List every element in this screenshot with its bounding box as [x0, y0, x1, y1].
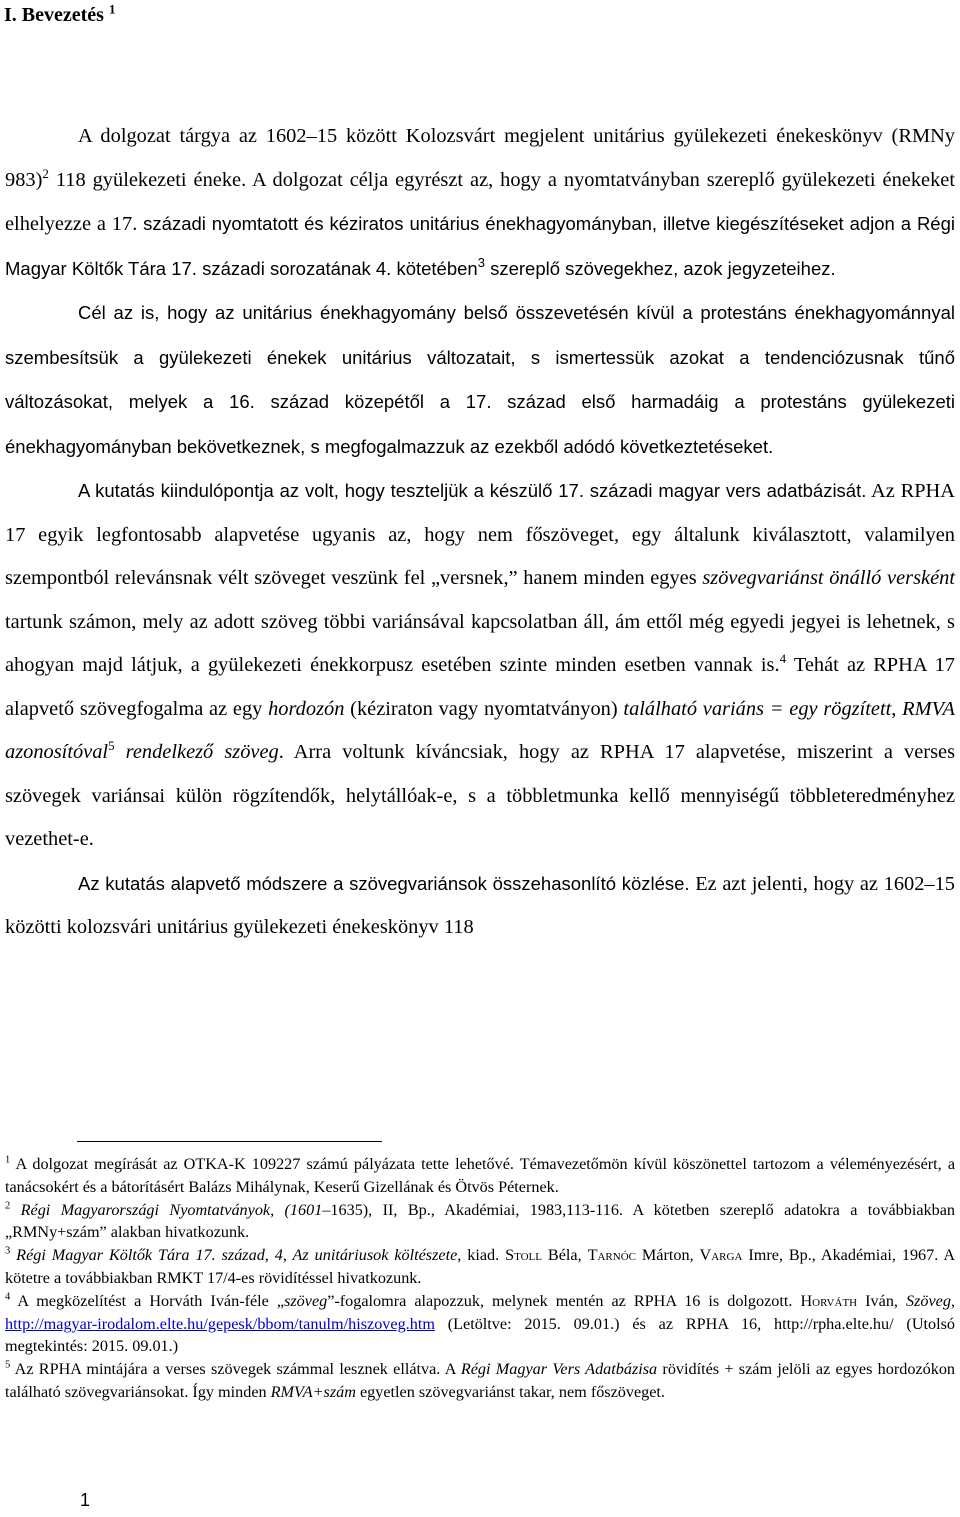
- author-surname: Horváth: [800, 1291, 858, 1310]
- body-text: [5, 115, 955, 950]
- footnotes: [5, 1153, 955, 1404]
- footnote-text: egyetlen szövegvariánst takar, nem főszöveget.: [355, 1382, 665, 1401]
- footnote-text: A megközelítést a Horváth Iván-féle „: [10, 1291, 285, 1310]
- paragraph-1: [5, 115, 955, 291]
- paragraph-2: [5, 291, 955, 469]
- footnote-text: Béla,: [542, 1246, 588, 1265]
- footnote-italic: RMVA+szám: [270, 1382, 356, 1401]
- footnote-text: rövidítés + szám jelöli az egyes hordozókon található szövegvariánsokat. Így minden: [5, 1360, 956, 1401]
- text-run: Az RPHA 17 egyik legfontosabb alapvetése ugyanis az, hogy nem főszöveget, egy általunk kiválasztott, valamilyen szempontból relevánsnak vélt szöveget veszünk fel „versnek,” hanem minden egyes: [5, 480, 955, 589]
- footnote-3: [5, 1244, 955, 1290]
- footnote-text: Márton,: [635, 1246, 700, 1265]
- text-run: Tehát az RPHA 17 alapvető szövegfogalma az egy: [5, 654, 955, 720]
- footnote-number: 5: [5, 1359, 11, 1371]
- footnote-text: Az RPHA mintájára a verses szövegek számmal lesznek ellátva. A: [10, 1360, 461, 1379]
- text-run-sans: századi nyomtatott és kéziratos unitárius énekhagyományban, illetve kiegészítéseket adjon a Régi Magyar Költők Tára 17. századi sorozatának 4. kötetében: [5, 213, 955, 279]
- text-run: (kéziraton vagy nyomtatványon): [344, 697, 624, 720]
- text-run-italic: szövegvariánst önálló versként: [702, 567, 955, 589]
- text-run-sans: Cél az is, hogy az unitárius énekhagyomány belső összevetésén kívül a protestáns énekhagyománnyal szembesítsük a gyülekezeti énekek unitárius változatait, s ismertessük azokat a tendenciózusnak tűnő változásokat, melyek a 16. század közepétől a 17. század első harmadáig a protestáns gyülekezeti énekhagyományban bekövetkeznek, s megfogalmazzuk az ezekből adódó következtetéseket.: [5, 302, 955, 457]
- author-surname: Tarnóc: [587, 1246, 636, 1265]
- text-run: tartunk számon, mely az adott szöveg többi variánsával kapcsolatban áll, ám ettől még egyedi jegyei is lehetnek, s ahogyan majd látjuk, a gyülekezeti énekkorpusz esetében szinte minden esetben vannak is.: [5, 610, 955, 676]
- footnote-italic: Régi Magyarországi Nyomtatványok, (1601: [10, 1200, 323, 1219]
- footnote-italic: Régi Magyar Költők Tára 17. század, 4, Az unitáriusok költészete: [10, 1246, 458, 1265]
- text-run: . Arra voltunk kíváncsiak, hogy az RPHA 17 alapvetése, miszerint a verses szövegek variánsai külön rögzítendők, helytállóak-e, s a többletmunka kellő mennyiségű többleteredményhez vezethet-e.: [5, 741, 956, 850]
- paragraph-4: [5, 862, 955, 950]
- footnote-text: (Letöltve: 2015. 09.01.) és az RPHA 16, http://rpha.elte.hu/ (Utolsó megtekintés: 2015. 09.01.): [5, 1314, 955, 1356]
- footnote-italic: Régi Magyar Vers Adatbázisa: [460, 1360, 658, 1379]
- footnote-number: 2: [5, 1200, 11, 1212]
- text-run-italic: hordozón: [268, 697, 345, 720]
- footnote-ref-1[interactable]: 1: [108, 1, 116, 17]
- footnote-2: [5, 1199, 955, 1245]
- footnote-5: [5, 1358, 955, 1404]
- chapter-title: I. Bevezetés: [4, 4, 104, 26]
- footnote-number: 1: [5, 1154, 11, 1166]
- footnote-number: 3: [5, 1245, 11, 1257]
- text-run: 118 gyülekezeti éneke. A dolgozat célja egyrészt az, hogy a nyomtatványban szereplő gyülekezeti énekeket elhelyezze a 17.: [5, 168, 955, 235]
- page-number: 1: [80, 1490, 91, 1510]
- footnote-italic: Szöveg: [906, 1291, 951, 1310]
- footnote-4: [5, 1290, 955, 1358]
- text-run-sans: szereplő szövegekhez, azok jegyzeteihez.: [484, 257, 836, 279]
- footnote-italic: szöveg: [284, 1291, 328, 1310]
- text-run-italic: rendelkező szöveg: [114, 741, 279, 763]
- author-surname: Stoll: [505, 1246, 542, 1265]
- footnote-ref-2[interactable]: 2: [42, 165, 49, 181]
- footnote-text: ”-fogalomra alapozzuk, melynek mentén az RPHA 16 is dolgozott.: [327, 1291, 801, 1310]
- text-run: Ez azt jelenti, hogy az 1602–15 közötti kolozsvári unitárius gyülekezeti énekeskönyv 118: [5, 872, 955, 938]
- text-run-italic: található variáns = egy rögzített, RMVA azonosítóval: [5, 697, 956, 763]
- footnote-text: ,: [950, 1291, 955, 1310]
- footnote-ref-5[interactable]: 5: [108, 738, 115, 754]
- footnote-1: [5, 1153, 955, 1199]
- footnote-text: –1635), II, Bp., Akadémiai, 1983,113-116. A kötetben szereplő adatokra a továbbiakban „RMNy+szám” alakban hivatkozunk.: [5, 1200, 956, 1242]
- footnote-ref-4[interactable]: 4: [779, 651, 787, 667]
- text-run-sans: Az kutatás alapvető módszere a szövegvariánsok összehasonlító közlése.: [78, 872, 690, 894]
- footnote-text: , kiad.: [457, 1246, 506, 1265]
- footnote-ref-3[interactable]: 3: [477, 254, 485, 270]
- footnote-text: Iván,: [857, 1291, 906, 1310]
- author-surname: Varga: [699, 1246, 743, 1265]
- footnote-text: A dolgozat megírását az OTKA-K 109227 számú pályázata tette lehetővé. Témavezetőmön kívül köszönettel tartozom a véleményezésért, a tanácsokért és a bátorításért Balázs Mihálynak, Keserű Gizellának és Ötvös Péternek.: [5, 1155, 955, 1196]
- text-run: A dolgozat tárgya az 1602–15 között Kolozsvárt megjelent unitárius gyülekezeti énekeskönyv (RMNy 983): [5, 125, 955, 191]
- paragraph-3: [5, 469, 955, 862]
- footnote-number: 4: [5, 1291, 11, 1303]
- chapter-heading: [4, 1, 116, 27]
- text-run-sans: A kutatás kiindulópontja az volt, hogy teszteljük a készülő 17. századi magyar vers adatbázisát.: [78, 480, 867, 501]
- footnote-text: Imre, Bp., Akadémiai, 1967. A kötetre a továbbiakban RMKT 17/4-es rövidítéssel hivatkozunk.: [5, 1246, 956, 1287]
- hiszoveg-link[interactable]: http://magyar-irodalom.elte.hu/gepesk/bbom/tanulm/hiszoveg.htm: [5, 1314, 435, 1333]
- footnote-separator: [77, 1141, 382, 1142]
